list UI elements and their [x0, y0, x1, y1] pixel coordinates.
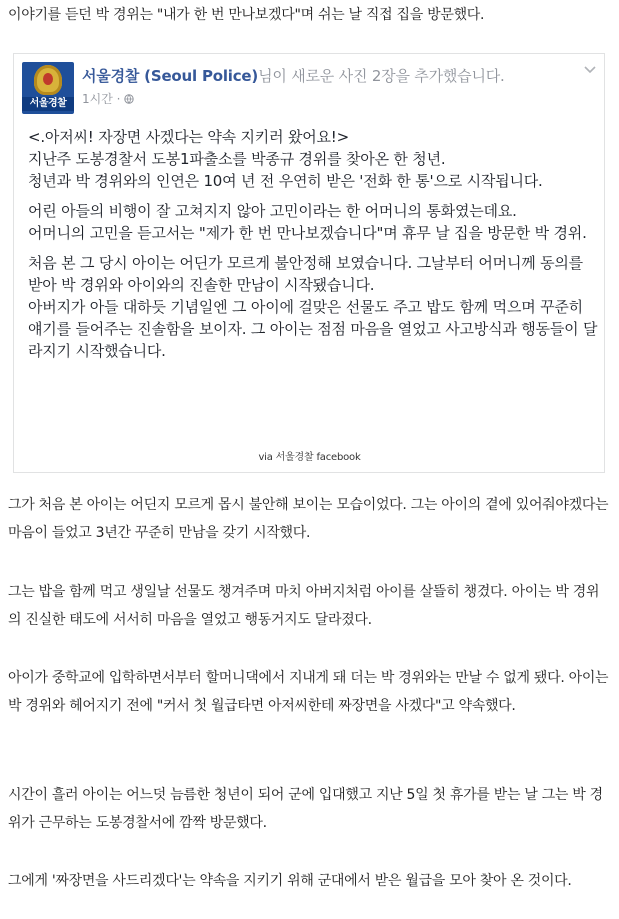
post-line: 청년과 박 경위와의 인연은 10여 년 전 우연히 받은 '전화 한 통'으로 시작됩니다.	[28, 172, 543, 190]
police-logo-avatar[interactable]	[22, 62, 74, 114]
badge-emblem-icon	[43, 73, 53, 85]
post-line: 아버지가 아들 대하듯 기념일엔 그 아이에 걸맞은 선물도 주고 밥도 함께 먹으며 꾸준히 얘기를 들어주는 진솔함을 보이자. 그 아이는 점점 마음을 열었고 사고방식과 행동들이 달라지기 시작했습니다.	[28, 298, 598, 360]
post-menu-button[interactable]	[582, 62, 598, 78]
avatar-label: 서울경찰	[22, 97, 74, 111]
article-paragraph: 시간이 흘러 아이는 어느덧 늠름한 청년이 되어 군에 입대했고 지난 5일 첫 휴가를 받는 날 그는 박 경위가 근무하는 도봉경찰서에 깜짝 방문했다.	[8, 787, 603, 831]
facebook-post-embed	[13, 53, 605, 473]
post-line: 어머니의 고민을 듣고서는 "제가 한 번 만나보겠습니다"며 휴무 날 집을 방문한 박 경위.	[28, 224, 587, 242]
post-body	[28, 126, 598, 370]
post-line: 지난주 도봉경찰서 도봉1파출소를 박종규 경위를 찾아온 한 청년.	[28, 150, 446, 168]
globe-icon	[124, 94, 134, 104]
chevron-down-icon	[584, 66, 596, 74]
embed-caption: via 서울경찰 facebook	[258, 452, 361, 463]
article-paragraph: 그가 처음 본 아이는 어딘지 모르게 몹시 불안해 보이는 모습이었다. 그는 아이의 곁에 있어줘야겠다는 마음이 들었고 3년간 꾸준히 만남을 갖기 시작했다.	[8, 497, 609, 541]
post-line: 어린 아들의 비행이 잘 고쳐지지 않아 고민이라는 한 어머니의 통화였는데요.	[28, 202, 517, 220]
post-header	[82, 65, 505, 86]
post-timestamp[interactable]: 1시간	[82, 92, 113, 106]
intro-paragraph: 이야기를 듣던 박 경위는 "내가 한 번 만나보겠다"며 쉬는 날 직접 집을 방문했다.	[8, 7, 485, 23]
article-paragraph: 그에게 '짜장면을 사드리겠다'는 약속을 지키기 위해 군대에서 받은 월급을 모아 찾아 온 것이다.	[8, 873, 572, 889]
post-line: 처음 본 그 당시 아이는 어딘가 모르게 불안정해 보였습니다. 그날부터 어머니께 동의를 받아 박 경위와 아이와의 진솔한 만남이 시작됐습니다.	[28, 254, 583, 294]
post-meta	[82, 90, 134, 107]
article-paragraph: 아이가 중학교에 입학하면서부터 할머니댁에서 지내게 돼 더는 박 경위와는 만날 수 없게 됐다. 아이는 박 경위와 헤어지기 전에 "커서 첫 월급타면 아저씨한테 짜장면을 사겠다"고 약속했다.	[8, 670, 609, 714]
page-name-link[interactable]: 서울경찰 (Seoul Police)	[82, 67, 259, 85]
meta-separator: ·	[116, 92, 125, 106]
article-paragraph: 그는 밥을 함께 먹고 생일날 선물도 챙겨주며 마치 아버지처럼 아이를 살뜰히 챙겼다. 아이는 박 경위의 진실한 태도에 서서히 마음을 열었고 행동거지도 달라졌다.	[8, 584, 600, 628]
post-action-text: 님이 새로운 사진 2장을 추가했습니다.	[258, 67, 505, 85]
post-line: <.아저씨! 자장면 사겠다는 약속 지키러 왔어요!>	[28, 128, 349, 146]
